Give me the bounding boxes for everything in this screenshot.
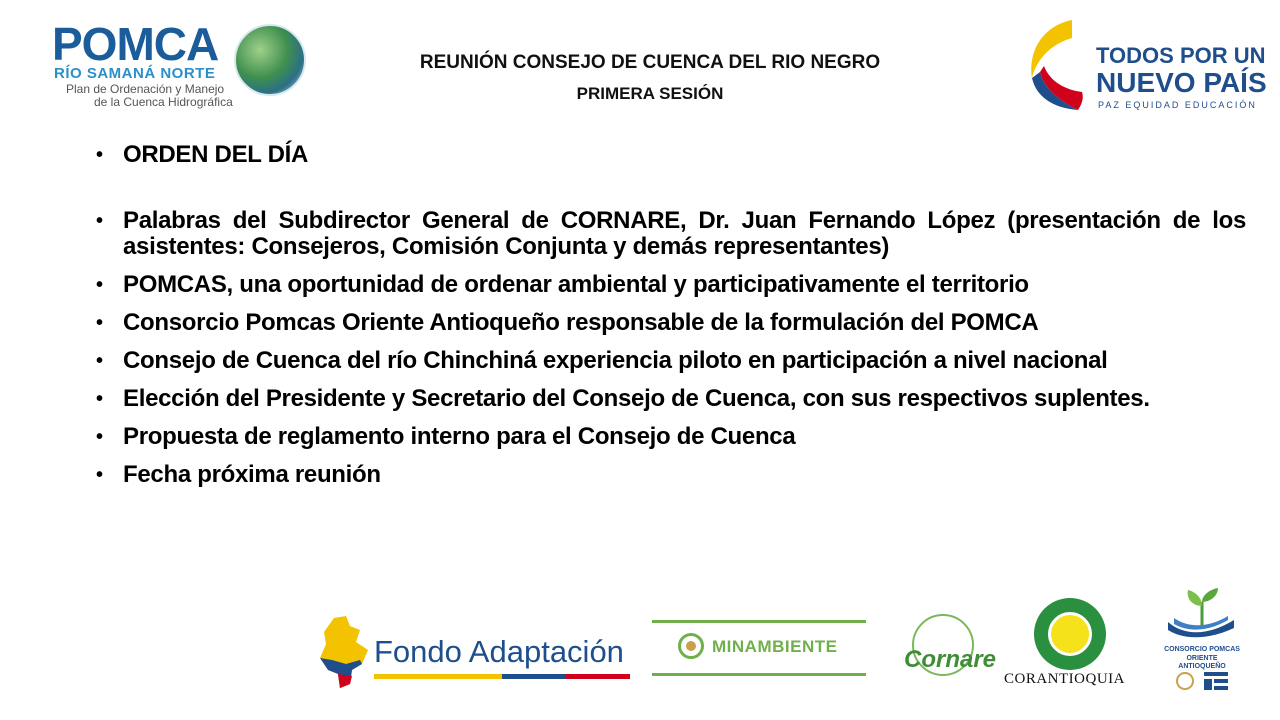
colombia-map-icon <box>316 614 372 690</box>
agenda-item: • Propuesta de reglamento interno para el Consejo de Cuenca <box>96 424 1246 450</box>
corantioquia-emblem-inner <box>1048 612 1092 656</box>
gov-logo-line-1: TODOS POR UN <box>1096 43 1266 68</box>
minambiente-logo <box>652 620 866 676</box>
consorcio-pomcas-logo <box>1164 588 1240 698</box>
fondo-adaptacion-logo <box>316 612 636 692</box>
minambiente-wordmark: MINAMBIENTE <box>712 637 838 656</box>
globe-icon <box>234 24 306 96</box>
corantioquia-wordmark: CORANTIOQUIA <box>1004 671 1125 687</box>
gov-logo-line-3: PAZ EQUIDAD EDUCACIÓN <box>1098 100 1257 110</box>
pomca-logo-tagline-1: Plan de Ordenación y Manejo <box>66 82 225 96</box>
enclam-logo-icon <box>1204 672 1228 690</box>
seal-icon <box>678 633 704 659</box>
gov-logo-line-2: NUEVO PAÍS <box>1096 67 1267 98</box>
consorcio-line-1: CONSORCIO POMCAS <box>1164 646 1240 653</box>
slide-title <box>330 50 970 106</box>
agenda-item: • Palabras del Subdirector General de CORNARE, Dr. Juan Fernando López (presentación de los asistentes: Consejeros, Comisión Conjunta y demás representantes) <box>96 208 1246 260</box>
agenda-item: • Consorcio Pomcas Oriente Antioqueño responsable de la formulación del POMCA <box>96 310 1246 336</box>
colombia-flag-swoosh-icon <box>1022 16 1094 116</box>
agenda-item: • Elección del Presidente y Secretario del Consejo de Cuenca, con sus respectivos suplentes. <box>96 386 1246 412</box>
pomca-logo <box>48 18 308 114</box>
cornare-wordmark: Cornare <box>904 646 997 673</box>
corantioquia-emblem-icon <box>1034 598 1106 670</box>
agenda-list <box>96 142 1246 500</box>
university-seal-icon <box>1176 672 1194 690</box>
pomca-logo-subtitle: RÍO SAMANÁ NORTE <box>54 65 216 82</box>
slide-title-line-2: PRIMERA SESIÓN <box>576 84 724 103</box>
agenda-item: • POMCAS, una oportunidad de ordenar ambiental y participativamente el territorio <box>96 272 1246 298</box>
cornare-logo <box>902 602 997 692</box>
slide-title-line-1: REUNIÓN CONSEJO DE CUENCA DEL RIO NEGRO <box>419 52 881 73</box>
agenda-item: • Consejo de Cuenca del río Chinchiná experiencia piloto en participación a nivel nacional <box>96 348 1246 374</box>
agenda-item: • Fecha próxima reunión <box>96 462 1246 488</box>
consorcio-line-2: ORIENTE ANTIOQUEÑO <box>1178 655 1226 670</box>
todos-por-un-nuevo-pais-logo <box>1022 14 1267 118</box>
agenda-heading: • ORDEN DEL DÍA <box>96 142 1246 168</box>
fondo-adaptacion-underline <box>374 674 630 679</box>
corantioquia-logo <box>1002 596 1147 692</box>
water-wave-icon <box>1168 616 1234 638</box>
fondo-adaptacion-wordmark: Fondo Adaptación <box>374 634 624 669</box>
pomca-logo-tagline-2: de la Cuenca Hidrográfica <box>94 95 233 109</box>
pomca-logo-wordmark: POMCA <box>52 18 219 70</box>
